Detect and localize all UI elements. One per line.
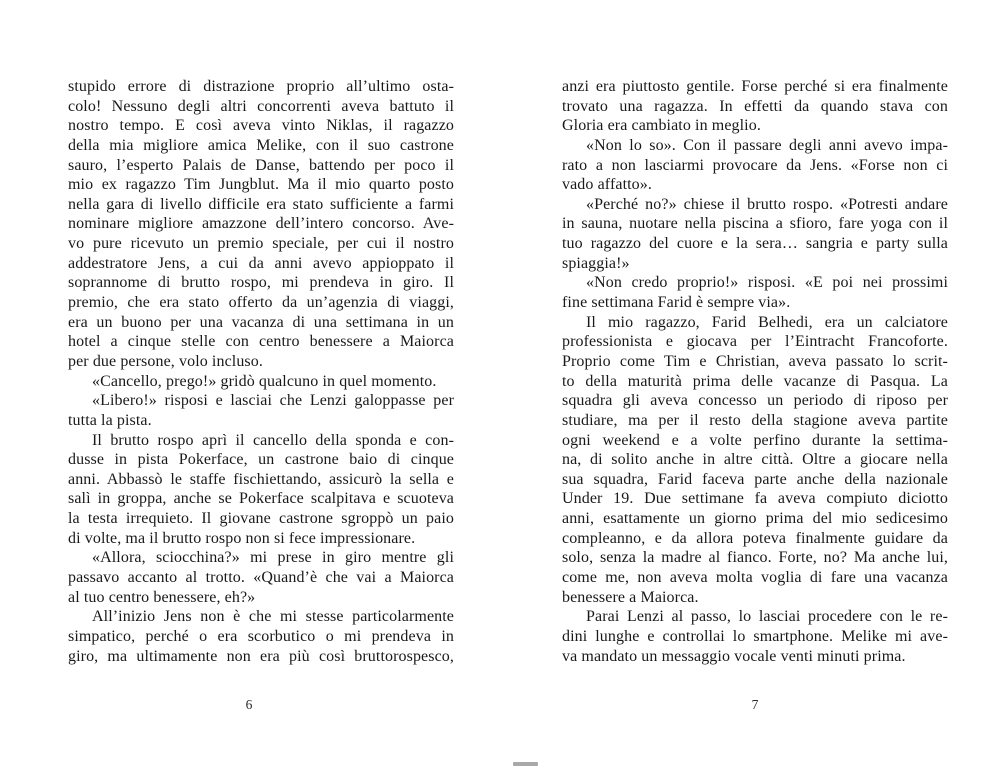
text-line: al tuo centro benessere, eh?» (68, 588, 256, 606)
text-line: Under 19. Due settimane fa aveva compiuto diciotto (562, 490, 948, 508)
text-line: sua squadra, Farid faceva parte anche della nazionale (562, 470, 948, 488)
text-line: nostro tempo. E così aveva vinto Niklas, il ragazzo (68, 117, 454, 135)
text-line: di volte, ma il brutto rospo non si fece impressionare. (68, 529, 416, 547)
text-line: mio ex ragazzo Tim Jungblut. Ma il mio quarto posto (68, 176, 454, 194)
text-line: anni, esattamente un giorno prima del mio sedicesimo (562, 510, 948, 528)
text-line: «Non credo proprio!» risposi. «E poi nei prossimi (586, 274, 948, 292)
text-line: premio, che era stato offerto da un’agenzia di viaggi, (68, 294, 454, 312)
text-line: «Allora, sciocchina?» mi prese in giro mentre gli (92, 549, 454, 567)
text-line: nella gara di livello difficile era stato sufficiente a farmi (68, 195, 454, 213)
text-line: dusse in pista Pokerface, un castrone baio di cinque (68, 451, 454, 469)
text-line: «Non lo so». Con il passare degli anni avevo impa- (586, 136, 948, 154)
text-line: Il brutto rospo aprì il cancello della sponda e con- (92, 431, 454, 449)
text-line: tutta la pista. (68, 411, 152, 429)
text-line: rato a non lasciarmi provocare da Jens. «Forse non ci (562, 156, 948, 174)
text-line: passavo accanto al trotto. «Quand’è che vai a Maiorca (68, 569, 454, 587)
page-left-text (68, 77, 454, 666)
text-line: vado affatto». (562, 176, 652, 194)
text-line: Parai Lenzi al passo, lo lasciai procedere con le re- (586, 608, 948, 626)
text-line: tuo ragazzo del cuore e la sera… sangria e party sulla (562, 235, 948, 253)
text-line: hotel a cinque stelle con centro benessere a Maiorca (68, 333, 454, 351)
text-line: professionista e giocava per l’Eintracht Francoforte. (562, 333, 948, 351)
page-number-left: 6 (245, 697, 253, 712)
text-line: giro, ma ultimamente non era più così bruttorospesco, (68, 647, 454, 665)
text-line: Gloria era cambiato in meglio. (562, 117, 761, 135)
text-line: simpatico, perché o era scorbutico o mi prendeva in (68, 627, 454, 645)
page-number-right: 7 (751, 697, 759, 712)
text-line: anni. Abbassò le staffe fischiettando, assicurò la sella e (68, 470, 454, 488)
text-line: All’inizio Jens non è che mi stesse particolarmente (92, 608, 454, 626)
text-line: stupido errore di distrazione proprio all’ultimo osta- (68, 78, 454, 95)
text-line: dini lunghe e controllai lo smartphone. Melike mi ave- (562, 627, 948, 645)
text-line: fine settimana Farid è sempre via». (562, 294, 791, 312)
text-line: anzi era piuttosto gentile. Forse perché si era finalmente (562, 78, 948, 95)
text-line: sauro, l’esperto Palais de Danse, battendo per poco il (68, 156, 454, 174)
text-line: della mia migliore amica Melike, con il suo castrone (68, 136, 454, 154)
text-line: Il mio ragazzo, Farid Belhedi, era un calciatore (586, 313, 948, 331)
page-right-text (562, 77, 948, 666)
text-line: solo, senza la madre al fianco. Forte, no? Ma anche lui, (562, 549, 948, 567)
text-line: «Cancello, prego!» gridò qualcuno in quel momento. (92, 372, 437, 390)
text-line: squadra gli aveva concesso un periodo di riposo per (562, 392, 948, 410)
text-line: ogni weekend e a volte perfino durante la settima- (562, 431, 948, 449)
text-line: «Perché no?» chiese il brutto rospo. «Potresti andare (586, 195, 948, 213)
text-line: na, di solito anche in altre città. Oltre a giocare nella (562, 451, 948, 469)
text-line: come me, non aveva molta voglia di fare una vacanza (562, 569, 948, 587)
text-line: la testa irrequieto. Il giovane castrone sgroppò un paio (68, 510, 454, 528)
text-line: compleanno, e da allora poteva finalmente guidare da (562, 529, 948, 547)
text-line: nominare migliore amazzone dell’intero concorso. Ave- (68, 215, 454, 233)
text-line: to della maturità prima delle vacanze di Pasqua. La (562, 372, 948, 390)
text-line: va mandato un messaggio vocale venti minuti prima. (562, 647, 906, 665)
text-line: salì in groppa, anche se Pokerface scalpitava e scuoteva (68, 490, 454, 508)
page-right (500, 0, 1000, 770)
text-line: «Libero!» risposi e lasciai che Lenzi galoppasse per (92, 392, 454, 410)
text-line: soprannome di brutto rospo, mi prendeva in giro. Il (68, 274, 454, 292)
text-line: studiare, ma per il resto della stagione aveva partite (562, 411, 948, 429)
text-line: benessere a Maiorca. (562, 588, 699, 606)
text-line: in sauna, nuotare nella piscina a sfioro, fare yoga con il (562, 215, 948, 233)
text-line: addestratore Jens, a cui da anni avevo appioppato il (68, 254, 454, 272)
text-line: trovato una ragazza. In effetti da quando stava con (562, 97, 948, 115)
text-line: spiaggia!» (562, 254, 630, 272)
text-line: vo pure ricevuto un premio speciale, per cui il nostro (68, 235, 454, 253)
text-line: era un buono per una vacanza di una settimana in un (68, 313, 454, 331)
text-line: per due persone, volo incluso. (68, 352, 263, 370)
text-line: Proprio come Tim e Christian, aveva passato lo scrit- (562, 352, 948, 370)
page-indicator-bar (513, 762, 538, 766)
text-line: colo! Nessuno degli altri concorrenti aveva battuto il (68, 97, 454, 115)
